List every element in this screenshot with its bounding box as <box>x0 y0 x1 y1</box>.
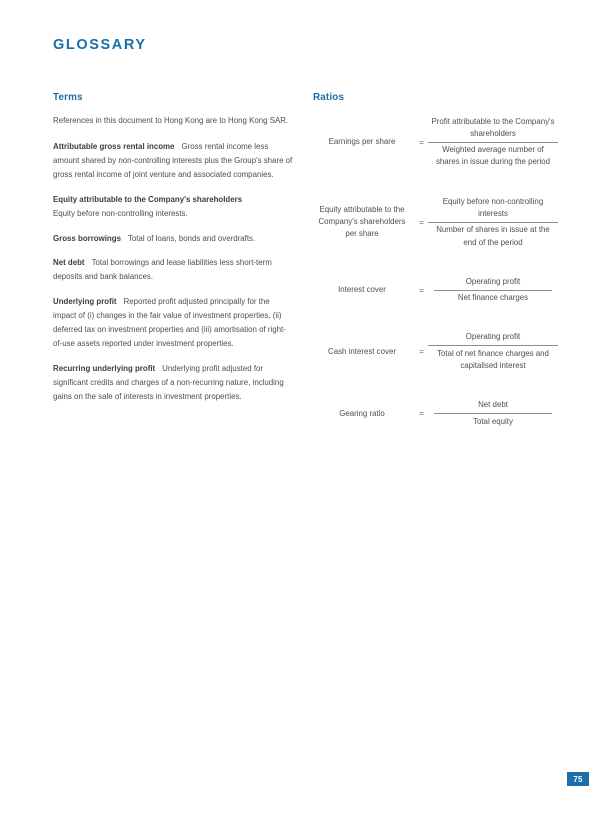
ratio-label: Earnings per share <box>328 136 396 146</box>
term-name: Underlying profit <box>53 296 117 306</box>
fraction <box>428 194 558 250</box>
ratio-label: Equity attributable to the Company's shareholders per share <box>318 204 406 239</box>
ratio-row <box>313 194 558 250</box>
ratio-label: Gearing ratio <box>339 408 385 418</box>
page-number-badge: 75 <box>567 772 589 786</box>
spacer-cell <box>313 250 558 274</box>
ratio-fraction <box>428 114 558 170</box>
ratio-label: Interest cover <box>338 285 386 295</box>
ratio-row-spacer <box>313 250 558 274</box>
term-entry <box>53 295 293 351</box>
fraction-numerator: Operating profit <box>465 332 521 342</box>
ratio-row-spacer <box>313 170 558 194</box>
ratio-row-spacer <box>313 374 558 398</box>
ratio-row <box>313 274 558 306</box>
ratio-row <box>313 330 558 374</box>
page-title: GLOSSARY <box>53 37 147 53</box>
ratio-fraction <box>428 274 558 306</box>
fraction-numerator: Profit attributable to the Company's shareholders <box>431 116 555 138</box>
fraction-denominator: Total of net finance charges and capitalised interest <box>437 348 549 371</box>
term-entry <box>53 256 293 284</box>
term-name: Recurring underlying profit <box>53 363 156 373</box>
term-name: Equity attributable to the Company's shareholders <box>53 194 243 204</box>
spacer-cell <box>313 374 558 398</box>
term-definition: Total of loans, bonds and overdrafts. <box>127 233 256 243</box>
spacer-cell <box>313 306 558 330</box>
term-definition: Reported profit adjusted principally for the impact of (i) changes in the fair value of investment properties, (ii) deferred tax on investment properties and (iii) amortisation of right-of-use assets reported under investment properties. <box>53 296 286 349</box>
ratios-table <box>313 114 558 429</box>
ratio-fraction <box>428 194 558 250</box>
equals-sign: = <box>419 285 424 295</box>
ratio-label: Cash interest cover <box>328 346 396 356</box>
term-definition: References in this document to Hong Kong are to Hong Kong SAR. <box>53 116 289 125</box>
equals-sign: = <box>419 137 424 147</box>
term-name: Gross borrowings <box>53 233 121 243</box>
terms-section-heading: Terms <box>53 92 83 103</box>
ratio-fraction <box>428 330 558 374</box>
ratio-row <box>313 114 558 170</box>
fraction <box>434 274 552 306</box>
fraction <box>428 114 558 170</box>
fraction-denominator: Total equity <box>473 416 513 426</box>
terms-list <box>53 114 293 404</box>
term-definition: Underlying profit adjusted for significant credits and charges of a non-recurring nature, including gains on the sale of interests in investment properties. <box>53 363 284 401</box>
term-entry <box>53 193 293 221</box>
term-name: Attributable gross rental income <box>53 142 175 152</box>
fraction-numerator: Net debt <box>478 400 508 410</box>
term-entry <box>53 362 293 404</box>
term-name: Net debt <box>53 258 85 268</box>
term-definition: Gross rental income less amount shared by non-controlling interests plus the Group's share of gross rental income of joint venture and associated companies. <box>53 142 293 180</box>
fraction-denominator: Net finance charges <box>457 293 529 303</box>
term-definition: Equity before non-controlling interests. <box>53 208 188 218</box>
equals-sign: = <box>419 409 424 419</box>
equals-sign: = <box>419 217 424 227</box>
spacer-cell <box>313 170 558 194</box>
fraction-denominator: Weighted average number of shares in issue during the period <box>435 145 551 167</box>
fraction <box>434 398 552 430</box>
term-definition: Total borrowings and lease liabilities less short-term deposits and bank balances. <box>53 258 272 282</box>
ratio-row <box>313 398 558 430</box>
equals-sign: = <box>419 347 424 357</box>
fraction-denominator: Number of shares in issue at the end of the period <box>436 225 550 247</box>
term-entry <box>53 232 293 246</box>
terms-column <box>53 92 293 404</box>
ratios-column <box>313 92 558 429</box>
ratio-fraction <box>428 398 558 430</box>
fraction <box>428 330 558 374</box>
term-entry <box>53 114 293 128</box>
fraction-numerator: Equity before non-controlling interests <box>442 196 544 218</box>
ratios-section-heading: Ratios <box>313 92 345 103</box>
fraction-numerator: Operating profit <box>465 276 521 286</box>
ratio-row-spacer <box>313 306 558 330</box>
term-entry <box>53 140 293 182</box>
